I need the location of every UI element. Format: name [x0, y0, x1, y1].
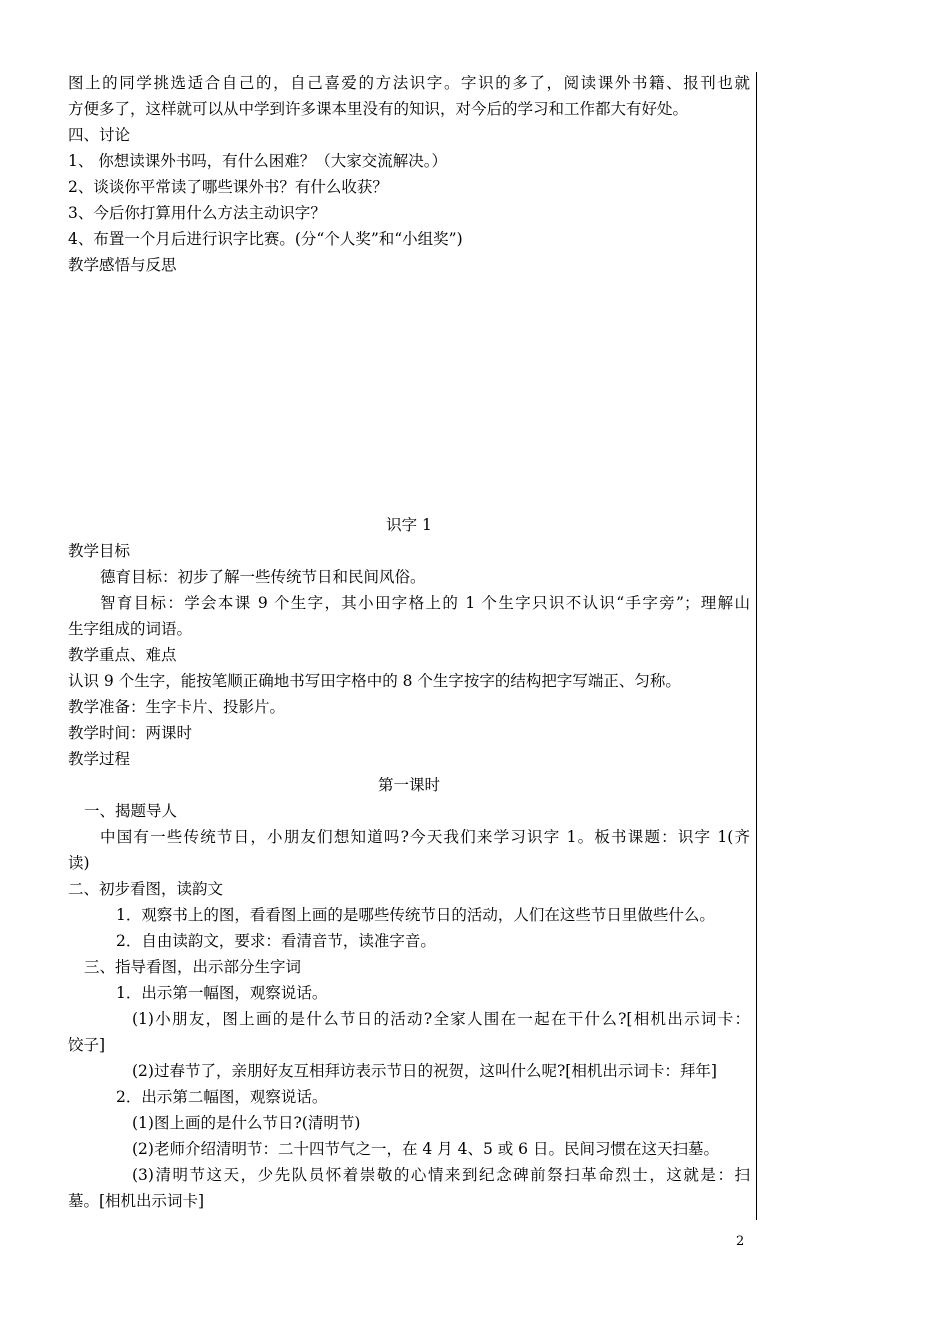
section-3-heading: 三、指导看图，出示部分生字词	[84, 958, 302, 976]
section-2-heading: 二、初步看图，读韵文	[68, 880, 224, 898]
picture-2-question-3-line-2: 墓。[相机出示词卡]	[68, 1192, 205, 1210]
picture-1-question-1-line-2: 饺子]	[68, 1036, 106, 1054]
section-1-text-line-2: 读)	[68, 854, 90, 872]
goal-moral: 德育目标：初步了解一些传统节日和民间风俗。	[100, 568, 426, 586]
discussion-item: 2、谈谈你平常读了哪些课外书？有什么收获？	[68, 178, 388, 196]
lesson-title: 识字 1	[386, 516, 432, 534]
section-1-text-line-1: 中国有一些传统节日，小朋友们想知道吗?今天我们来学习识字 1。板书课题：识字 1(齐	[100, 828, 750, 846]
process-heading: 教学过程	[68, 750, 131, 768]
section-3-picture-2: 2．出示第二幅图，观察说话。	[116, 1088, 328, 1106]
picture-2-question-3-line-1: (3)清明节这天，少先队员怀着崇敬的心情来到纪念碑前祭扫革命烈士，这就是：扫	[132, 1166, 750, 1184]
picture-2-question-1: (1)图上画的是什么节日?(清明节)	[132, 1114, 361, 1132]
section-2-item-1: 1．观察书上的图，看看图上画的是哪些传统节日的活动，人们在这些节日里做些什么。	[116, 906, 715, 924]
discussion-item: 4、布置一个月后进行识字比赛。(分“个人奖”和“小组奖”)	[68, 230, 463, 248]
picture-2-question-2: (2)老师介绍清明节：二十四节气之一，在 4 月 4、5 或 6 日。民间习惯在这天扫墓。	[132, 1140, 719, 1158]
page-content	[68, 70, 750, 1214]
discussion-heading: 四、讨论	[68, 126, 131, 144]
key-points-text: 认识 9 个生字，能按笔顺正确地书写田字格中的 8 个生字按字的结构把字写端正、匀称。	[68, 672, 681, 690]
discussion-item: 3、今后你打算用什么方法主动识字？	[68, 204, 326, 222]
section-3-picture-1: 1．出示第一幅图，观察说话。	[116, 984, 328, 1002]
right-margin-rule	[756, 72, 757, 1220]
goal-intellect-line-2: 生字组成的词语。	[68, 620, 193, 638]
section-1-heading: 一、揭题导人	[84, 802, 178, 820]
teaching-time: 教学时间：两课时	[68, 724, 193, 742]
goals-heading: 教学目标	[68, 542, 131, 560]
page-number: 2	[736, 1234, 745, 1249]
period-title: 第一课时	[377, 776, 440, 794]
intro-line-2: 方便多了，这样就可以从中学到许多课本里没有的知识，对今后的学习和工作都大有好处。	[68, 100, 689, 118]
discussion-item: 1、 你想读课外书吗，有什么困难？（大家交流解决。）	[68, 152, 448, 170]
picture-1-question-1-line-1: (1)小朋友，图上画的是什么节日的活动?全家人围在一起在干什么?[相机出示词卡：	[132, 1010, 750, 1028]
reflection-heading: 教学感悟与反思	[68, 256, 177, 274]
key-points-heading: 教学重点、难点	[68, 646, 177, 664]
picture-1-question-2: (2)过春节了，亲朋好友互相拜访表示节日的祝贺，这叫什么呢?[相机出示词卡：拜年]	[132, 1062, 717, 1080]
intro-line-1: 图上的同学挑选适合自己的，自己喜爱的方法识字。字识的多了，阅读课外书籍、报刊也就	[68, 74, 750, 92]
section-2-item-2: 2．自由读韵文，要求：看清音节，读准字音。	[116, 932, 436, 950]
teaching-preparation: 教学准备：生字卡片、投影片。	[68, 698, 286, 716]
goal-intellect-line-1: 智育目标：学会本课 9 个生字，其小田字格上的 1 个生字只识不认识“手字旁”；理解山	[100, 594, 750, 612]
